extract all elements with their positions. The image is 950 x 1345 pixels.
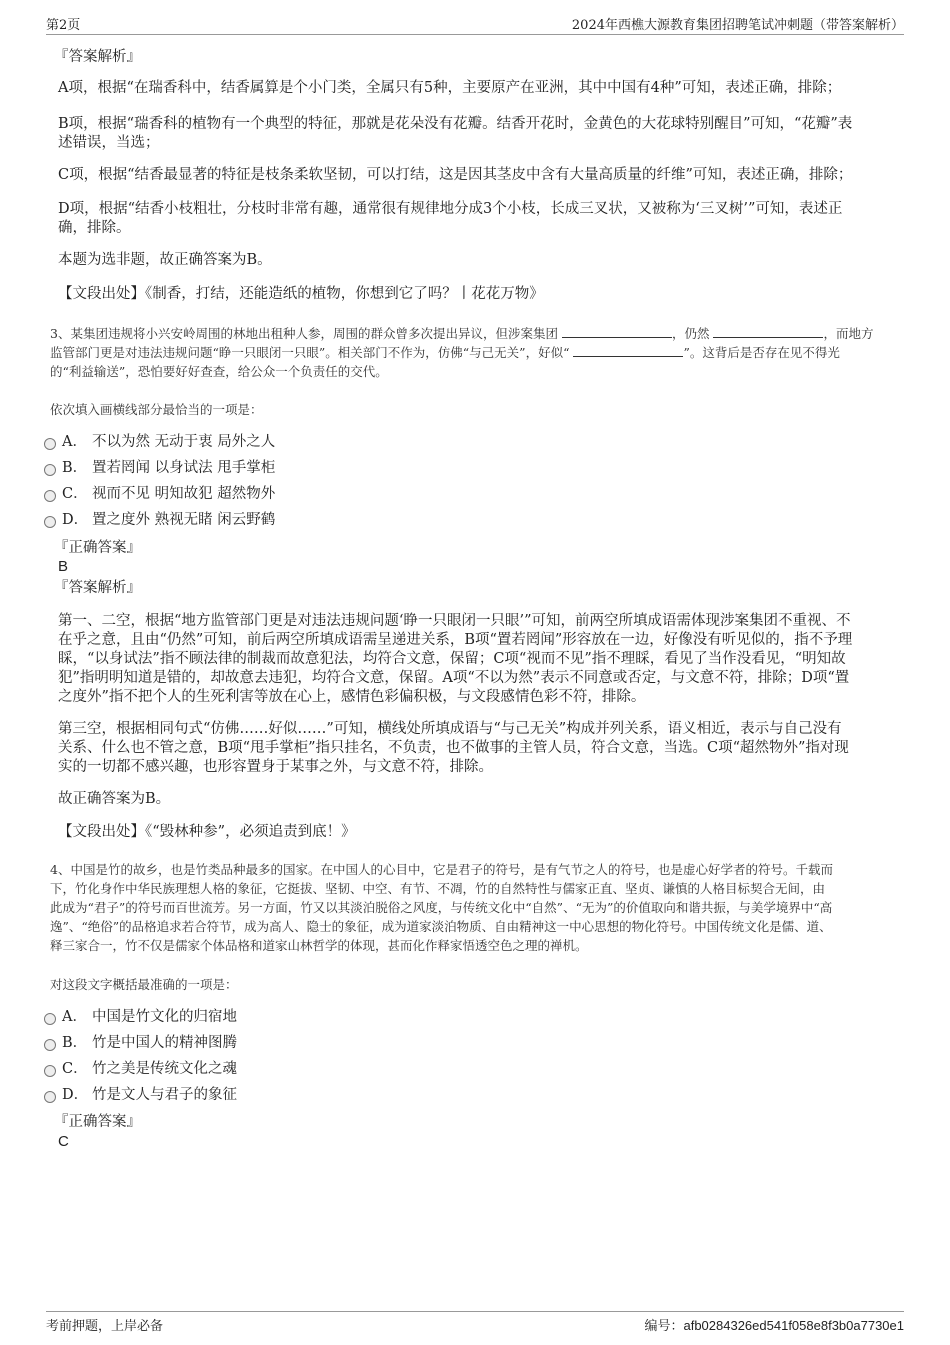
question-4-stem: 4、中国是竹的故乡，也是竹类品种最多的国家。在中国人的心目中，它是君子的符号，是有气节之人的符号，也是虚心好学者的符号。千载而 下，竹化身作中华民族理想人格的象征，它挺拔、坚韧、中空、有节、不凋，竹的自然特性与儒家正直、坚贞、谦慎的人格目标契合无间，由 此成为“君子”的符号而百世流芳。另一方面，竹又以其淡泊脱俗之风度，与传统文化中“自然”、“无为”的价值取向和谐共振，与美学境界中“高 逸”、“绝俗”的品格追求若合符节，成为高人、隐士的象征，成为道家淡泊物质、自由精神这一中心思想的物化符号。中国传统文化是儒、道、 释三家合一，竹不仅是儒家个体品格和道家山林哲学的体现，甚而化作释家悟透空色之理的禅机。 [50, 862, 833, 953]
question-3-prompt: 依次填入画横线部分最恰当的一项是： [50, 402, 263, 417]
radio-icon[interactable] [44, 1091, 56, 1103]
radio-icon[interactable] [44, 490, 56, 502]
page-footer [46, 1311, 904, 1334]
radio-icon[interactable] [44, 516, 56, 528]
analysis-line: 关系、什么也不管之意，B项“甩手掌柜”指只挂名，不负责，也不做事的主管人员，符合文意，当选。C项“超然物外”指对现 [58, 740, 849, 756]
option-a[interactable]: A． 不以为然 无动于衷 局外之人 [0, 433, 600, 459]
radio-icon[interactable] [44, 1013, 56, 1025]
analysis-d-line1: D项，根据“结香小枝粗壮，分枝时非常有趣，通常很有规律地分成3个小枝，长成三叉状，又被称为‘三叉树’”可知，表述正 [58, 201, 843, 217]
analysis-a: A项，根据“在瑞香科中，结香属算是个小门类，全属只有5种，主要原产在亚洲，其中中国有4种”可知，表述正确，排除； [58, 80, 842, 96]
analysis-line: 第三空，根据相同句式“仿佛……好似……”可知，横线处所填成语与“与己无关”构成并列关系，语义相近，表示与自己没有 [58, 721, 842, 737]
correct-answer: C [58, 1133, 69, 1150]
option-d[interactable]: D． 置之度外 熟视无睹 闲云野鹤 [0, 511, 600, 537]
correct-answer-label: 『正确答案』 [54, 1114, 141, 1130]
document-id: 编号：afb0284326ed541f058e8f3b0a7730e1 [644, 1318, 904, 1333]
conclusion: 故正确答案为B。 [58, 791, 171, 807]
analysis-line: 犯”指明明知道是错的，却故意去违犯，均符合文意，保留。A项“不以为然”表示不同意或否定，与文意不符，排除；D项“置 [58, 670, 850, 686]
option-c[interactable]: C． 竹之美是传统文化之魂 [0, 1060, 600, 1086]
footer-slogan: 考前押题，上岸必备 [46, 1319, 164, 1334]
analysis-line: 之度外”指不把个人的生死利害等放在心上，感情色彩偏积极，与文段感情色彩不符，排除。 [58, 689, 646, 705]
analysis-c: C项，根据“结香最显著的特征是枝条柔软坚韧，可以打结，这是因其茎皮中含有大量高质量的纤维”可知，表述正确，排除； [58, 167, 853, 183]
blank-3[interactable] [573, 343, 683, 357]
option-b[interactable]: B． 置若罔闻 以身试法 甩手掌柜 [0, 459, 600, 485]
analysis-label: 『答案解析』 [54, 49, 141, 65]
analysis-label: 『答案解析』 [54, 580, 141, 596]
analysis-line: 在乎之意，且由“仍然”可知，前后两空所填成语需呈递进关系，B项“置若罔闻”形容放在一边，好像没有听见似的，指不予理 [58, 632, 853, 648]
page-number: 第2页 [46, 18, 81, 33]
analysis-b-line1: B项，根据“瑞香科的植物有一个典型的特征，那就是花朵没有花瓣。结香开花时，金黄色的大花球特别醒目”可知，“花瓣”表 [58, 116, 853, 132]
option-a[interactable]: A． 中国是竹文化的归宿地 [0, 1008, 600, 1034]
correct-answer: B [58, 558, 69, 575]
radio-icon[interactable] [44, 464, 56, 476]
correct-answer-label: 『正确答案』 [54, 540, 141, 556]
question-3-options [0, 433, 600, 537]
analysis-line: 第一、二空，根据“地方监管部门更是对违法违规问题‘睁一只眼闭一只眼’”可知，前两空所填成语需体现涉案集团不重视、不 [58, 613, 851, 629]
radio-icon[interactable] [44, 1065, 56, 1077]
blank-2[interactable] [713, 324, 823, 338]
question-4-prompt: 对这段文字概括最准确的一项是： [50, 977, 238, 992]
question-4-options [0, 1008, 600, 1112]
question-3-stem: 3、某集团违规将小兴安岭周围的林地出租种人参，周围的群众曾多次提出异议，但涉案集团 ，仍然 ，而地方 监管部门更是对违法违规问题“睁一只眼闭一只眼”。相关部门不作为，仿佛“与己无关”，好似“ ”。这背后是否存在见不得光 的“利益输送”，恐怕要好好查查，给公众一个负责任的交代。 [50, 326, 874, 379]
analysis-line: 实的一切都不感兴趣，也形容置身于某事之外，与文意不符，排除。 [58, 759, 493, 775]
analysis-d-line2: 确，排除。 [58, 220, 131, 236]
option-c[interactable]: C． 视而不见 明知故犯 超然物外 [0, 485, 600, 511]
radio-icon[interactable] [44, 438, 56, 450]
radio-icon[interactable] [44, 1039, 56, 1051]
document-title: 2024年西樵大源教育集团招聘笔试冲刺题（带答案解析） [571, 18, 904, 33]
option-b[interactable]: B． 竹是中国人的精神图腾 [0, 1034, 600, 1060]
analysis-line: 睬，“以身试法”指不顾法律的制裁而故意犯法，均符合文意，保留；C项“视而不见”指不理睬，看见了当作没看见，“明知故 [58, 651, 846, 667]
source-citation: 【文段出处】《制香，打结，还能造纸的植物，你想到它了吗？丨花花万物》 [58, 286, 544, 302]
blank-1[interactable] [562, 324, 672, 338]
page-header [46, 14, 904, 35]
conclusion: 本题为选非题，故正确答案为B。 [58, 252, 272, 268]
option-d[interactable]: D． 竹是文人与君子的象征 [0, 1086, 600, 1112]
source-citation: 【文段出处】《“毁林种参”，必须追责到底！》 [58, 824, 356, 840]
analysis-b-line2: 述错误，当选； [58, 135, 160, 151]
